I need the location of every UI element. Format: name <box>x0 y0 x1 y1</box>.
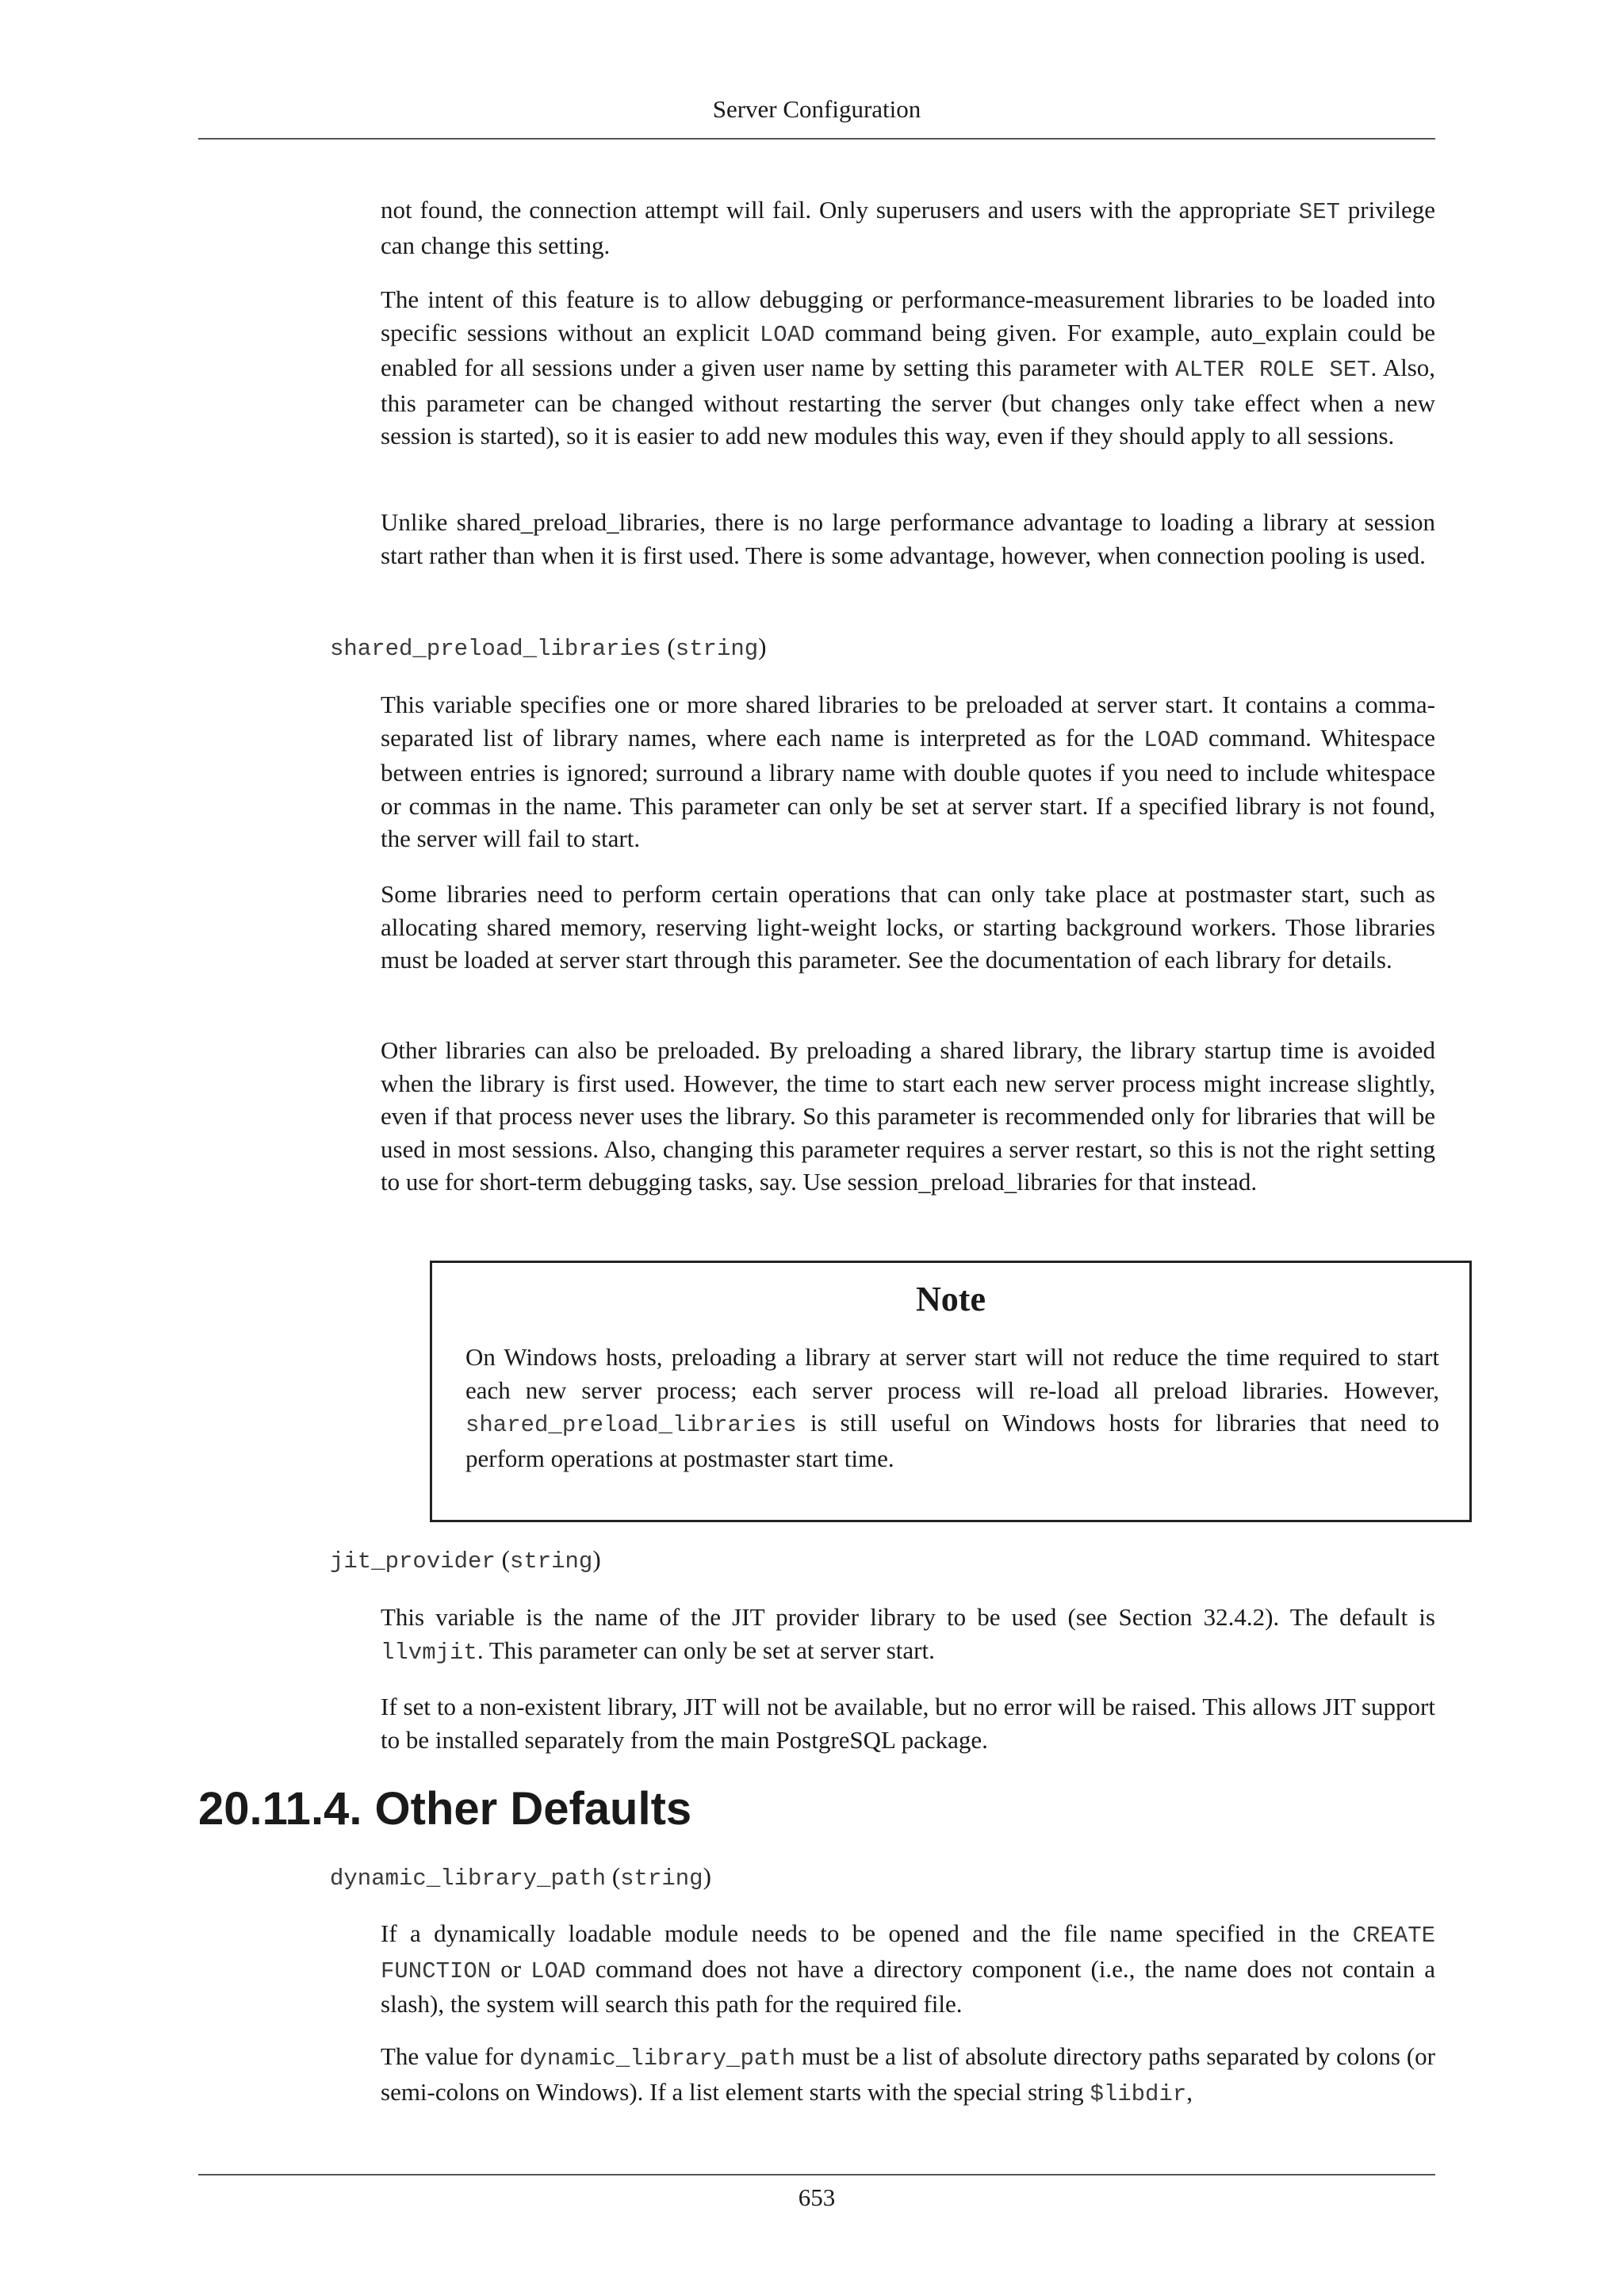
paragraph-text: . Also, this parameter can be changed without restarting the server (but changes only take effect when a new session is started), so it is easier to add new modules this way, even if they should apply to all sessions. <box>381 354 1436 450</box>
parameter-name: shared_preload_libraries <box>330 636 661 662</box>
parameter-type: string <box>509 1548 593 1575</box>
inline-code: LOAD <box>530 1957 586 1984</box>
inline-code: SET <box>1298 199 1340 225</box>
running-header: Server Configuration <box>712 95 921 123</box>
parameter-type-close: ) <box>592 1545 601 1573</box>
paragraph-text: On Windows hosts, preloading a library at server start will not reduce the time required to start each new server process; each server process will re-load all preload libraries. However, <box>465 1343 1439 1404</box>
section-heading: 20.11.4. Other Defaults <box>198 1783 692 1835</box>
parameter-term <box>330 1860 711 1896</box>
paragraph-text: . This parameter can only be set at server start. <box>477 1636 935 1664</box>
inline-code: $libdir <box>1090 2080 1187 2107</box>
paragraph-text: is still useful on Windows hosts for libraries that need to perform operations at postmaster start time. <box>465 1409 1439 1472</box>
page-number: 653 <box>798 2183 836 2211</box>
parameter-term <box>330 630 767 666</box>
paragraph <box>381 193 1435 262</box>
paragraph: Unlike shared_preload_libraries, there is no large performance advantage to loading a library at session start rather than when it is first used. There is some advantage, however, when connection pooling is used. <box>381 508 1435 569</box>
note-box <box>430 1261 1472 1522</box>
header-rule <box>198 138 1435 140</box>
footer-rule <box>198 2174 1435 2175</box>
parameter-type-close: ) <box>703 1862 711 1890</box>
paragraph <box>381 1917 1435 2021</box>
paragraph-text: , <box>1186 2077 1193 2106</box>
paragraph-text: command does not have a directory component (i.e., the name does not contain a slash), the system will search this path for the required file. <box>381 1954 1436 2018</box>
inline-code: dynamic_library_path <box>519 2045 796 2072</box>
paragraph-text: command being given. For example, auto_explain could be enabled for all sessions under a given user name by setting this parameter with <box>381 318 1435 381</box>
parameter-name: jit_provider <box>330 1548 496 1575</box>
parameter-type-open: ( <box>606 1862 621 1890</box>
note-text <box>465 1341 1439 1475</box>
paragraph <box>381 2040 1435 2110</box>
parameter-type: string <box>620 1866 703 1892</box>
parameter-term <box>330 1543 601 1578</box>
paragraph: Other libraries can also be preloaded. By preloading a shared library, the library startup time is avoided when the library is first used. However, the time to start each new server process might increase slightly, even if that process never uses the library. So this parameter is recommended only for libraries that will be used in most sessions. Also, changing this parameter requires a server restart, so this is not the right setting to use for short-term debugging tasks, say. Use session_preload_libraries for that instead. <box>381 1036 1435 1196</box>
paragraph-text: command. Whitespace between entries is ignored; surround a library name with double quotes if you need to include whitespace or commas in the name. This parameter can only be set at server start. If a specified library is not found, the server will fail to start. <box>381 723 1435 852</box>
parameter-name: dynamic_library_path <box>330 1866 607 1892</box>
paragraph-text: The intent of this feature is to allow debugging or performance-measurement libraries to be loaded into specific sessions without an explicit <box>381 285 1435 346</box>
inline-code: ALTER ROLE SET <box>1175 357 1371 383</box>
paragraph <box>381 1601 1435 1669</box>
paragraph-text: If a dynamically loadable module needs to be opened and the file name specified in the <box>381 1919 1353 1947</box>
parameter-type: string <box>675 636 759 662</box>
inline-code: CREATE FUNCTION <box>381 1923 1435 1984</box>
paragraph-text: must be a list of absolute directory paths separated by colons (or semi-colons on Windows). If a list element starts with the special string <box>381 2042 1435 2106</box>
paragraph-text: This variable is the name of the JIT provider library to be used (see Section 32.4.2). The default is <box>381 1603 1435 1631</box>
paragraph: Some libraries need to perform certain operations that can only take place at postmaster start, such as allocating shared memory, reserving light-weight locks, or starting background workers. Those libraries must be loaded at server start through this parameter. See the documentation of each library for details. <box>381 880 1435 974</box>
inline-code: llvmjit <box>381 1639 477 1666</box>
paragraph-text: not found, the connection attempt will fail. Only superusers and users with the appropriate <box>381 196 1299 224</box>
note-title: Note <box>916 1280 986 1318</box>
paragraph: If set to a non-existent library, JIT will not be available, but no error will be raised. This allows JIT support to be installed separately from the main PostgreSQL package. <box>381 1693 1435 1754</box>
paragraph-text: or <box>491 1954 531 1983</box>
paragraph <box>381 283 1435 453</box>
inline-code: LOAD <box>1143 726 1199 753</box>
inline-code: LOAD <box>759 321 815 348</box>
parameter-type-open: ( <box>495 1545 510 1573</box>
paragraph-text: This variable specifies one or more shared libraries to be preloaded at server start. It contains a comma-separated list of library names, where each name is interpreted as for the <box>381 691 1435 752</box>
paragraph-text: The value for <box>381 2042 520 2070</box>
paragraph-text: privilege can change this setting. <box>381 196 1435 259</box>
paragraph <box>381 688 1435 855</box>
inline-code: shared_preload_libraries <box>465 1412 797 1438</box>
parameter-type-open: ( <box>661 633 676 660</box>
parameter-type-close: ) <box>758 633 767 660</box>
